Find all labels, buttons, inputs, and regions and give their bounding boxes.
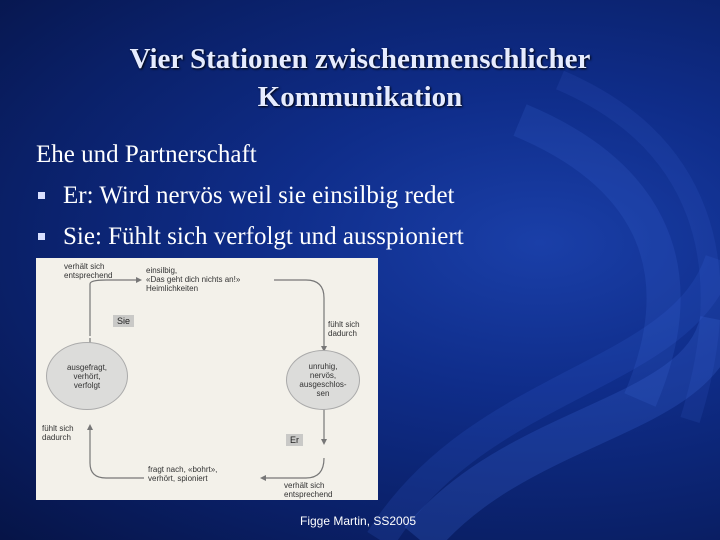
top-center-label: einsilbig, «Das geht dich nichts an!» Heimlichkeiten xyxy=(146,266,241,293)
title-line-2: Kommunikation xyxy=(257,81,463,113)
bullet-text: Sie: Fühlt sich verfolgt und ausspioniert xyxy=(63,223,464,250)
circle-sie-text: ausgefragt, verhört, verfolgt xyxy=(66,362,108,390)
square-bullet-icon xyxy=(38,233,45,240)
footer-credit: Figge Martin, SS2005 xyxy=(300,514,417,528)
bullet-text: Er: Wird nervös weil sie einsilbig redet xyxy=(63,182,455,209)
circle-er-text: unruhig, nervös, ausgeschlos- sen xyxy=(299,362,347,398)
title-line-1: Vier Stationen zwischenmenschlicher xyxy=(129,43,591,75)
state-circle-er xyxy=(286,350,360,410)
bullet-item xyxy=(36,175,464,216)
body-heading: Ehe und Partnerschaft xyxy=(36,141,257,168)
state-circle-sie xyxy=(46,342,128,410)
role-sie-label: Sie xyxy=(113,315,134,327)
left-feels-label: fühlt sich dadurch xyxy=(42,424,74,442)
bottom-center-label: fragt nach, «bohrt», verhört, spioniert xyxy=(148,465,218,483)
square-bullet-icon xyxy=(38,192,45,199)
role-er-label: Er xyxy=(286,434,303,446)
top-left-label: verhält sich entsprechend xyxy=(64,262,113,280)
slide-body xyxy=(36,134,464,257)
right-feels-label: fühlt sich dadurch xyxy=(328,320,360,338)
communication-cycle-figure xyxy=(36,258,378,500)
slide-title xyxy=(60,40,660,116)
bottom-right-label: verhält sich entsprechend xyxy=(284,481,333,499)
bullet-item xyxy=(36,216,464,257)
